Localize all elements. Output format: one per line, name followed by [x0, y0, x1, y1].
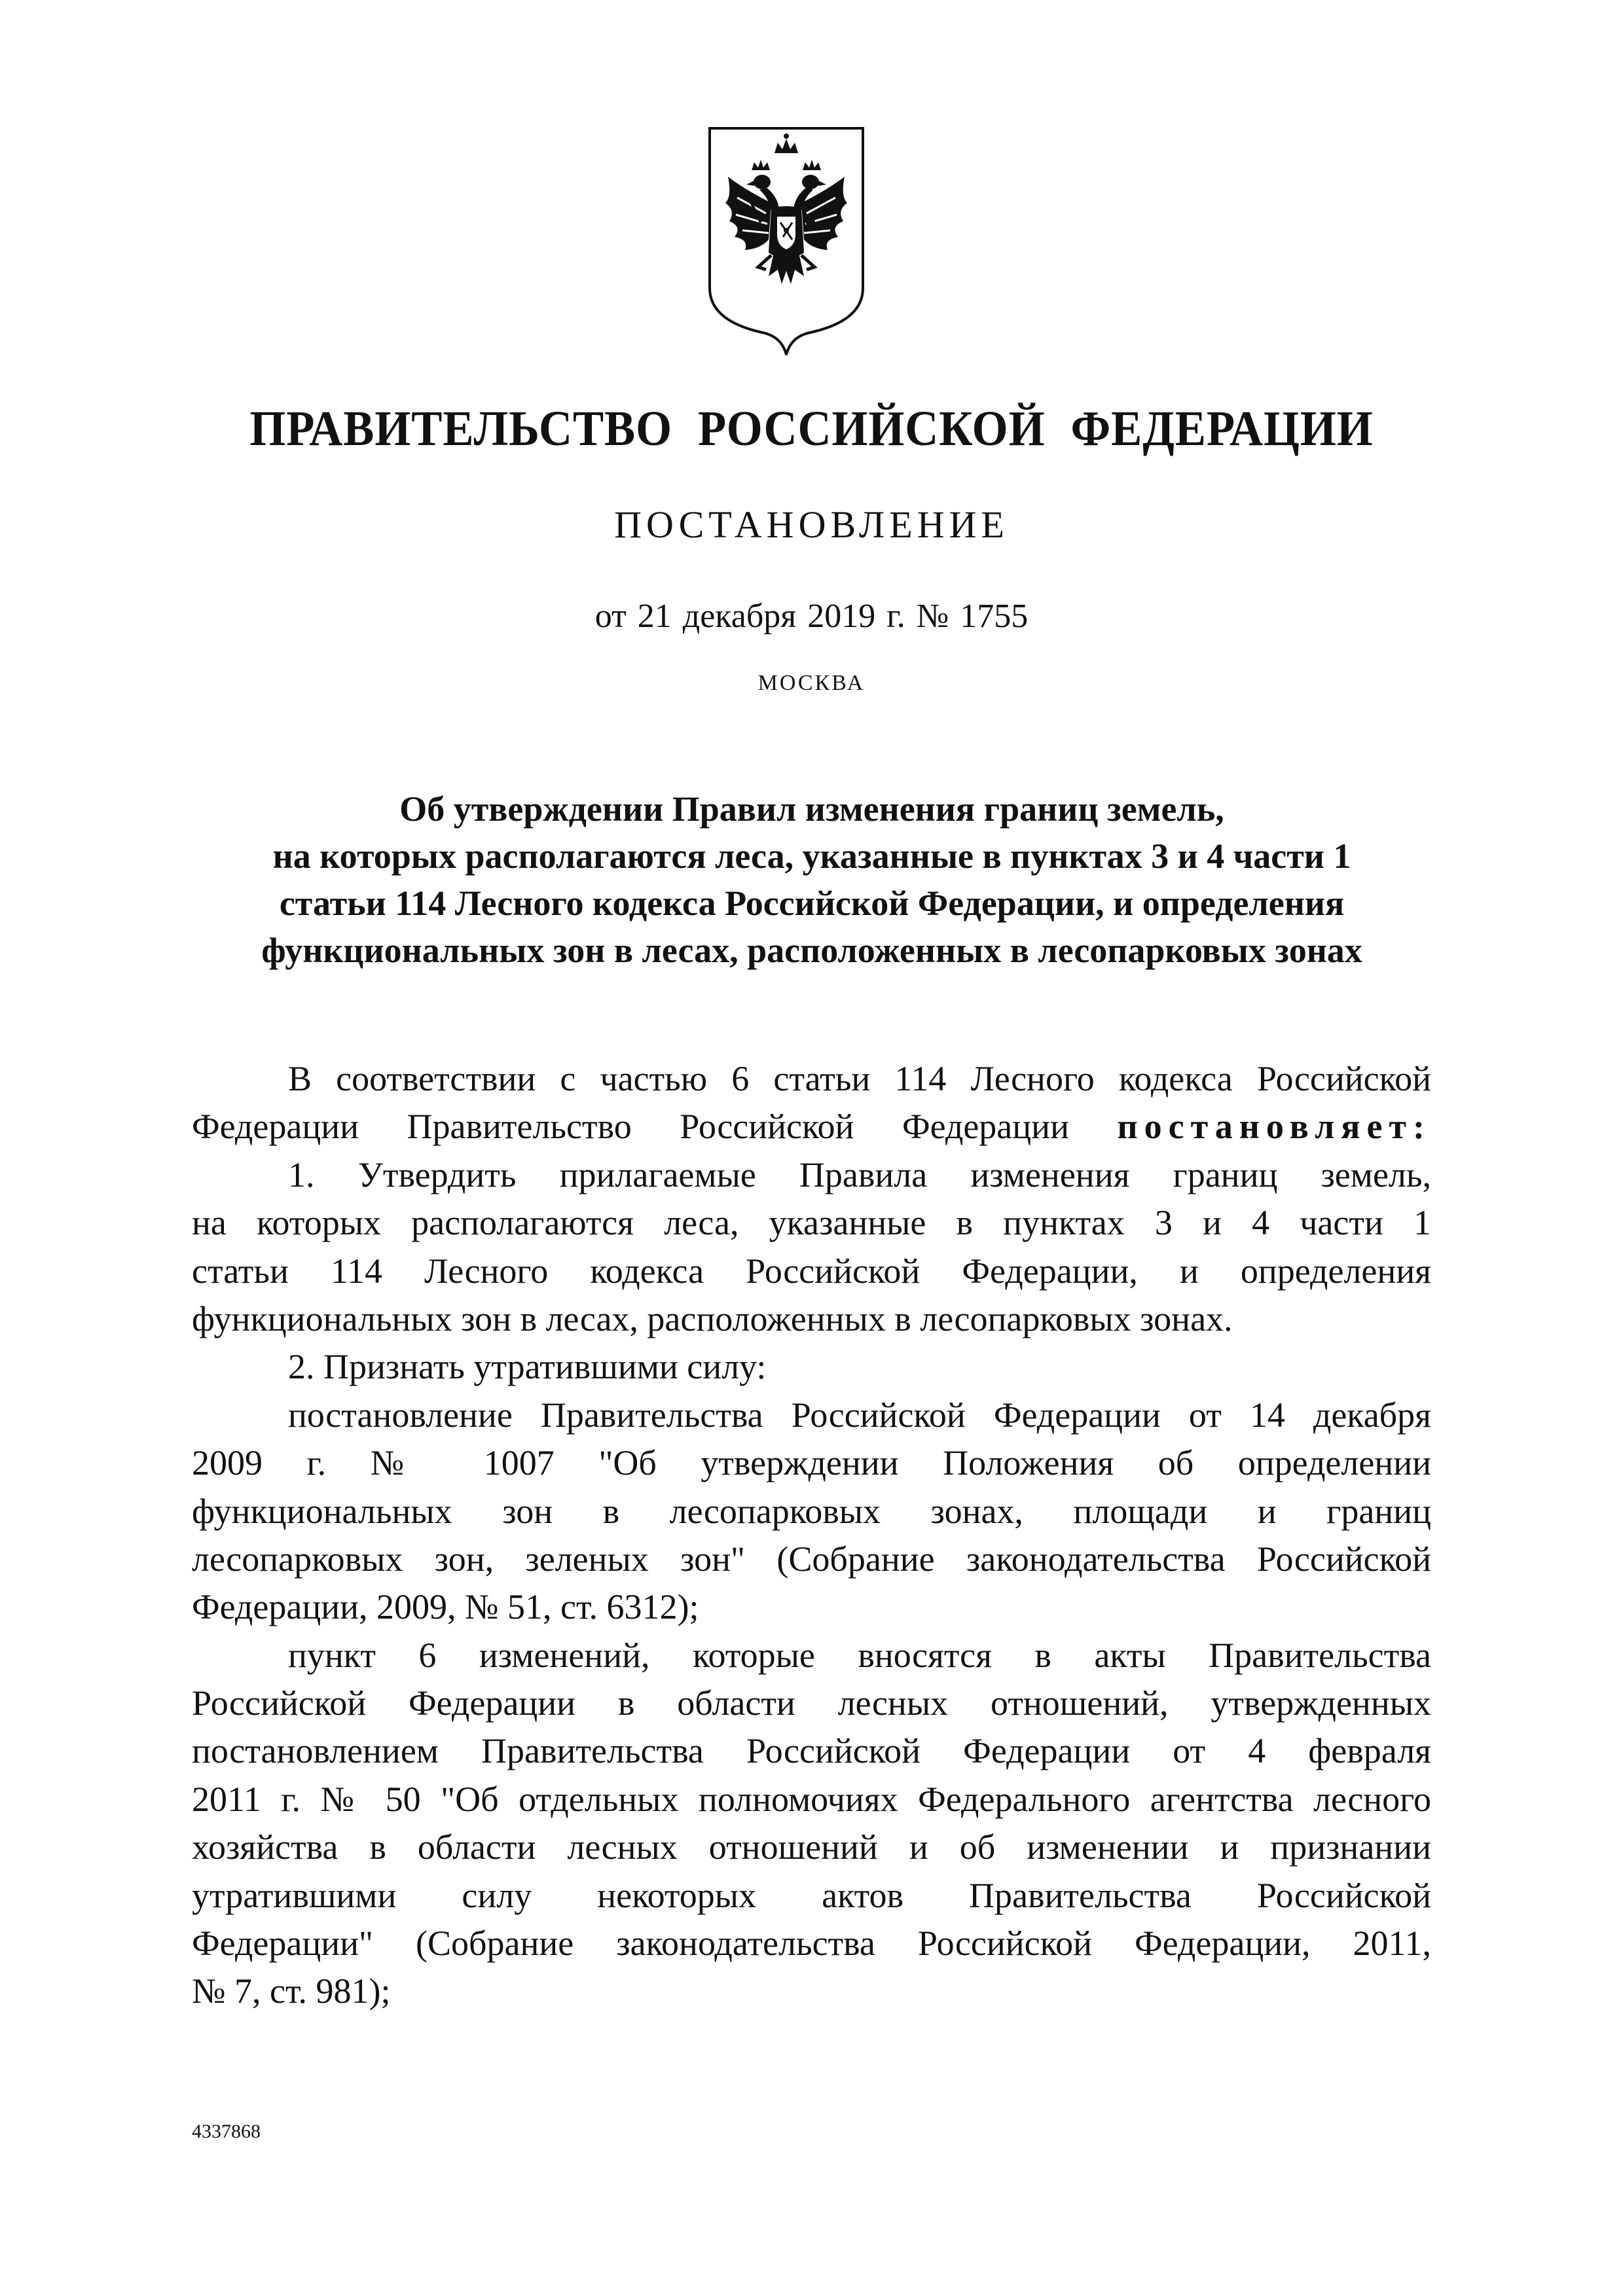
subject-line: Об утверждении Правил изменения границ земель, [399, 789, 1224, 829]
document-date-number: от 21 декабря 2019 г. № 1755 [594, 598, 1029, 635]
body-line: утратившими силу некоторых актов Правительства Российской [192, 1875, 1431, 1915]
body-line [192, 1103, 1431, 1151]
body-line: № 7, ст. 981); [192, 1971, 391, 2011]
body-line: постановление Правительства Российской Федерации от 14 декабря [288, 1395, 1431, 1435]
document-body [192, 1055, 1431, 2016]
body-line: лесопарковых зон, зеленых зон" (Собрание законодательства Российской [192, 1539, 1431, 1579]
body-line: постановлением Правительства Российской Федерации от 4 февраля [192, 1731, 1431, 1771]
coat-of-arms-emblem [706, 124, 867, 360]
body-line: статьи 114 Лесного кодекса Российской Федерации, и определения [192, 1251, 1431, 1291]
body-line-text: Федерации Правительство Российской Федерации [192, 1107, 1069, 1147]
body-line: Федерации" (Собрание законодательства Российской Федерации, 2011, [192, 1924, 1431, 1964]
body-line: функциональных зон в лесопарковых зонах, площади и границ [192, 1491, 1431, 1531]
document-type: ПОСТАНОВЛЕНИЕ [614, 503, 1009, 546]
body-line: В соответствии с частью 6 статьи 114 Лесного кодекса Российской [288, 1059, 1431, 1098]
russian-coat-of-arms-icon [706, 124, 867, 360]
body-line: на которых располагаются леса, указанные в пунктах 3 и 4 части 1 [192, 1203, 1431, 1243]
body-line: пункт 6 изменений, которые вносятся в акты Правительства [288, 1635, 1431, 1675]
subject-line: функциональных зон в лесах, расположенных в лесопарковых зонах [261, 931, 1362, 970]
body-line: Федерации, 2009, № 51, ст. 6312); [192, 1587, 699, 1627]
government-title: ПРАВИТЕЛЬСТВО РОССИЙСКОЙ ФЕДЕРАЦИИ [249, 401, 1374, 456]
body-line: Российской Федерации в области лесных отношений, утвержденных [192, 1683, 1431, 1723]
body-line: 1. Утвердить прилагаемые Правила изменения границ земель, [288, 1155, 1431, 1194]
body-line: 2011 г. № 50 "Об отдельных полномочиях Федерального агентства лесного [192, 1779, 1431, 1819]
body-line: 2009 г. № 1007 "Об утверждении Положения об определении [192, 1443, 1431, 1483]
document-subject [196, 785, 1427, 974]
document-city: МОСКВА [757, 671, 866, 695]
body-line: функциональных зон в лесах, расположенных в лесопарковых зонах. [192, 1299, 1233, 1338]
body-line: 2. Признать утратившими силу: [288, 1347, 767, 1387]
document-code: 4337868 [192, 2121, 261, 2142]
decree-keyword: постановляет: [1117, 1107, 1432, 1147]
subject-line: на которых располагаются леса, указанные в пунктах 3 и 4 части 1 [272, 836, 1351, 876]
subject-line: статьи 114 Лесного кодекса Российской Федерации, и определения [279, 884, 1345, 923]
body-line: хозяйства в области лесных отношений и об изменении и признании [192, 1827, 1431, 1867]
